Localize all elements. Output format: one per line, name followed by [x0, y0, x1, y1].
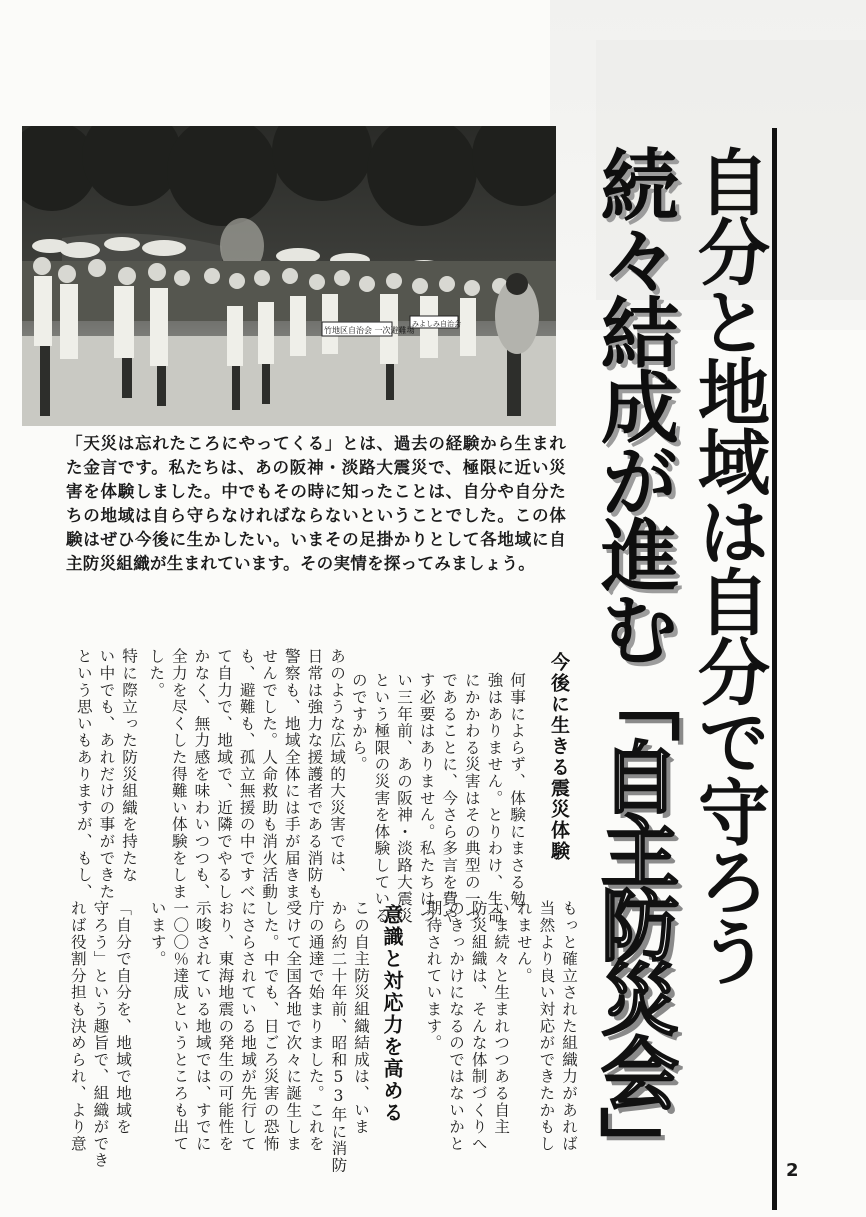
photo-banner-1: 竹地区自治会 一次避難場	[324, 326, 415, 335]
page-number: 2	[786, 1160, 799, 1181]
section1-heading: 今後に生きる震災体験	[548, 652, 570, 862]
headline-main: 自分と地域は自分で守ろう	[686, 145, 770, 985]
section2-col3: 「自分で自分を、地域で地域を 守ろう」という趣旨で、組織ができ れば役割分担も決められ、より意	[68, 900, 132, 1169]
section1-col3: 特に際立った防災組織を持たな い中でも、あれだけの事ができた という思いもありますが、もし、	[74, 648, 138, 900]
headline-sub-bracket: 「自主防災会」	[588, 663, 678, 1181]
section2-col1: もっと確立された組織力があれば 当然より良い対応ができたかもし れません。 いま続々と生まれつつある自主 防災組織は、そんな体制づくりへ のきっかけになるのではないかと 期待されています。	[424, 900, 578, 1152]
photo-banner-2: みよしみ自治会	[412, 320, 461, 328]
section2-col2: この自主防災組織結成は、いま から約二十年前、昭和53年に消防 庁の通達で始まりました。これを 受けて全国各地で次々に誕生しま した。中でも、日ごろ災害の恐怖 にさらされている地域が先行して おり、東海地震の発生の可能性を 示唆されている地域では、すでに 一〇〇％達成というところも出て います。	[148, 900, 370, 1174]
lead-caption: 「天災は忘れたころにやってくる」とは、過去の経験から生まれた金言です。私たちは、あの阪神・淡路大震災で、極限に近い災害を体験しました。中でもその時に知ったことは、自分や自分たちの地域は自ら守らなければならないということでした。この体験はぜひ今後に生かしたい。いまその足掛かりとして各地域に自主防災組織が生まれています。その実情を探ってみましょう。	[66, 434, 566, 573]
section1-col1: 何事によらず、体験にまさる勉 強はありません。とりわけ、生命 にかかわる災害はその典型の一つ であることに、今さら多言を費や す必要はありません。私たちはつ い三年前、あの阪神・淡路大震災 という極限の災害を体験している のですから。	[349, 672, 526, 924]
section1-col2: あのような広域的大災害では、 日常は強力な援護者である消防も 警察も、地域全体には手が届きま せんでした。人命救助も消火活動 も、避難も、孤立無援の中ですべ て自力で、地域で、近隣でやるし かなく、無力感を味わいつつも、 全力を尽くした得難い体験をしま した。	[147, 648, 346, 900]
crowd-photo	[22, 126, 556, 426]
headline-sub-text: 続々結成が進む	[588, 145, 678, 663]
section2-heading: 意識と対応力を高める	[380, 904, 404, 1124]
headline-sub	[590, 145, 676, 1181]
vertical-rule	[772, 128, 777, 1210]
